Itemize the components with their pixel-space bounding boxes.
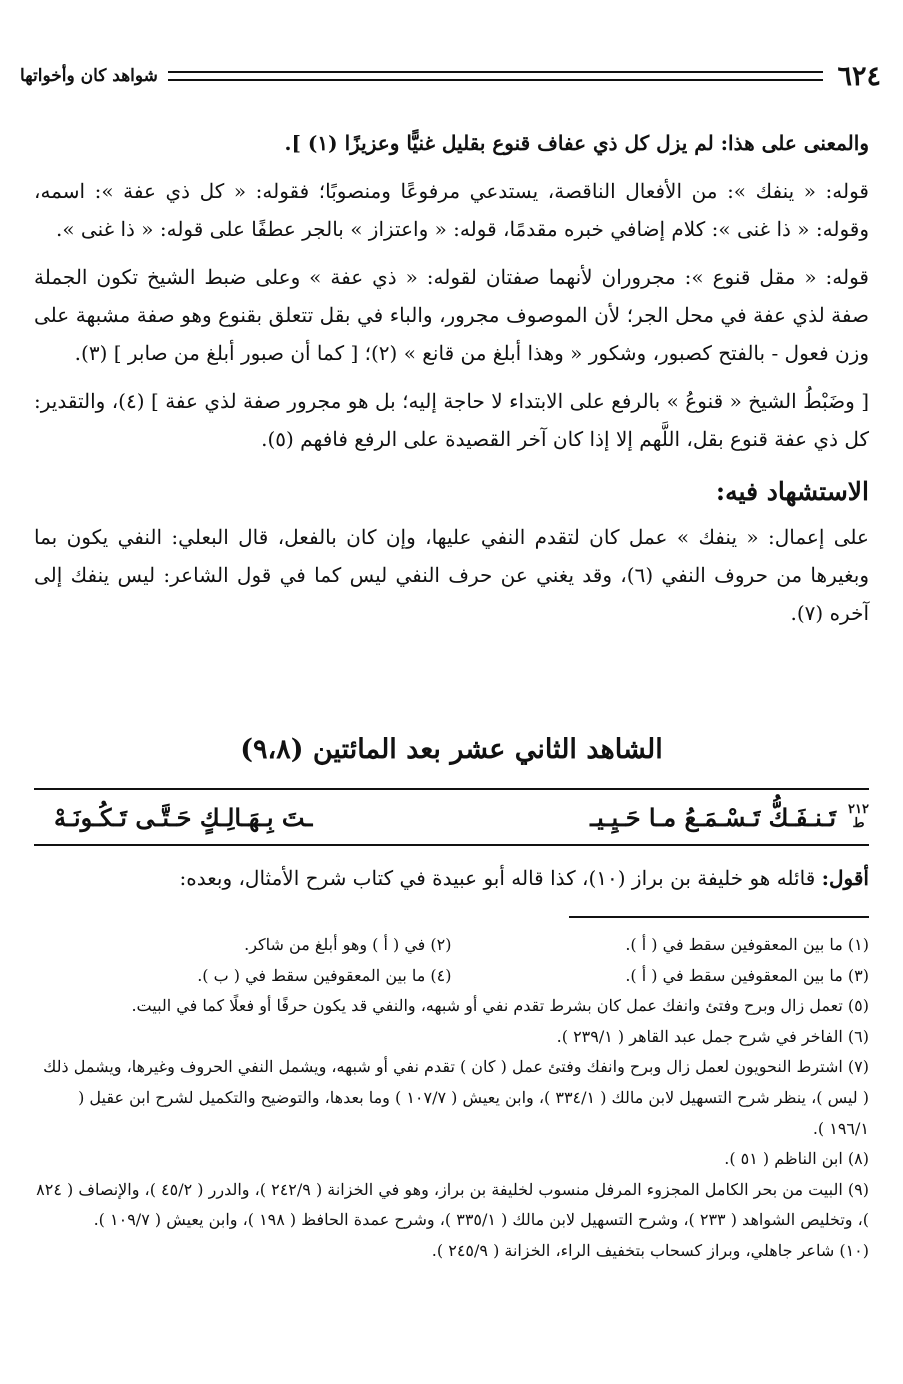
- footnote-4: (٤) ما بين المعقوفين سقط في ( ب ).: [197, 965, 452, 985]
- section-heading: الاستشهاد فيه:: [715, 477, 869, 506]
- awal-text: قائله هو خليفة بن براز (١٠)، كذا قاله أبو عبيدة في كتاب شرح الأمثال، وبعده:: [179, 866, 816, 890]
- paragraph-meaning: والمعنى على هذا: لم يزل كل ذي عفاف قنوع بقليل غنيًّا وعزيزًا (١) ].: [284, 131, 869, 155]
- footnote-separator: [569, 916, 869, 918]
- verse-hemistich-second: ـتَ بِـهَـالِـكٍ حَـتَّـى تَـكُـونَـهْ: [53, 802, 313, 832]
- footnote-8: (٨) ابن الناظم ( ٥١ ).: [724, 1149, 869, 1169]
- paragraph-muqill-qanu: قوله: « مقل قنوع »: مجروران لأنهما صفتان لقوله: « ذي عفة » وعلى ضبط الشيخ تكون الجملة صفة لذي عفة في محل الجر؛ لأن الموصوف مجرور، والباء في بقل تتعلق بقنوع وهو صفة مشبهة على وزن فعول - بالفتح كصبور، وشكور « وهذا أبلغ من قانع » (٢)؛ [ كما أن صبور أبلغ من صابر ] (٣).: [34, 265, 869, 365]
- verse-hemistich-first: تَـنـفَـكُّ تَـسْـمَـعُ مـا حَـيِـيـ: [590, 802, 837, 832]
- footnote-9: (٩) البيت من بحر الكامل المجزوء المرفل منسوب لخليفة بن براز، وهو في الخزانة ( ٢٤٢/٩ )، والدرر ( ٤٥/٢ )، والإنصاف ( ٨٢٤ )، وتخليص الشواهد ( ٢٣٣ )، وشرح التسهيل لابن مالك ( ٣٣٥/١ )، وشرح عمدة الحافظ ( ١٩٨ )، وابن يعيش ( ١٠٩/٧ ).: [36, 1179, 869, 1230]
- footnote-row: [34, 961, 869, 992]
- paragraph-istishhad: على إعمال: « ينفك » عمل كان لتقدم النفي عليها، وإن كان بالفعل، قال البعلي: النفي يكون بما وبغيرها من حروف النفي (٦)، وقد يغني عن حرف النفي ليس كما في قول الشاعر: ليس ينفك إلى آخره (٧).: [34, 525, 870, 625]
- verse-box: [34, 788, 869, 846]
- footnote-5: (٥) تعمل زال وبرح وفتئ وانفك عمل كان بشرط تقدم نفي أو شبهه، والنفي قد يكون حرفًا أو فعلًا كما في البيت.: [131, 996, 869, 1016]
- footnotes: [34, 930, 869, 1267]
- verse-meter-letter: ط: [852, 816, 865, 831]
- paragraph-dabt-shaykh: [ وضَبْطُ الشيخ « قنوعُ » بالرفع على الابتداء لا حاجة إليه؛ بل هو مجرور صفة لذي عفة ] (٤)، والتقدير: كل ذي عفة قنوع بقل، اللَّهم إلا إذا كان آخر القصيدة على الرفع فافهم (٥).: [34, 389, 869, 451]
- header-rule: [168, 71, 824, 81]
- witness-heading: الشاهد الثاني عشر بعد المائتين (٩،٨): [240, 734, 663, 765]
- footnote-row: [34, 930, 869, 961]
- footnote-10: (١٠) شاعر جاهلي، وبراز كسحاب بتخفيف الراء، الخزانة ( ٢٤٥/٩ ).: [431, 1240, 869, 1260]
- main-text: [34, 124, 869, 632]
- verse-number: [840, 803, 869, 831]
- footnote-3: (٣) ما بين المعقوفين سقط في ( أ ).: [625, 965, 869, 985]
- footnote-7: (٧) اشترط النحويون لعمل زال وبرح وانفك وفتئ عمل ( كان ) تقدم نفي أو شبهه، ويشمل النفي الحروف وغيرها، ويشمل ذلك ( ليس )، ينظر شرح التسهيل لابن مالك ( ٣٣٤/١ )، وابن يعيش ( ١٠٧/٧ ) وما بعدها، والتوضيح والتكميل لشرح ابن عقيل ( ١٩٦/١ ).: [43, 1057, 869, 1138]
- page-number: ٦٢٤: [837, 60, 881, 92]
- running-title: شواهد كان وأخواتها: [20, 66, 158, 86]
- footnote-1: (١) ما بين المعقوفين سقط في ( أ ).: [625, 935, 869, 954]
- footnote-6: (٦) الفاخر في شرح جمل عبد القاهر ( ٢٣٩/١ ).: [556, 1026, 869, 1046]
- page-header: [20, 58, 881, 94]
- verse-number-value: ٢١٢: [848, 802, 869, 817]
- commentary-line: [34, 860, 869, 896]
- awal-label: أقول:: [821, 866, 869, 890]
- paragraph-yanfakk: قوله: « ينفك »: من الأفعال الناقصة، يستدعي مرفوعًا ومنصوبًا؛ فقوله: « كل ذي عفة »: اسمه، وقوله: « ذا غنى »: كلام إضافي خبره مقدمًا، قوله: « واعتزاز » بالجر عطفًا على قوله: « ذا غنى ».: [34, 179, 869, 241]
- footnote-2: (٢) في ( أ ) وهو أبلغ من شاكر.: [244, 935, 452, 954]
